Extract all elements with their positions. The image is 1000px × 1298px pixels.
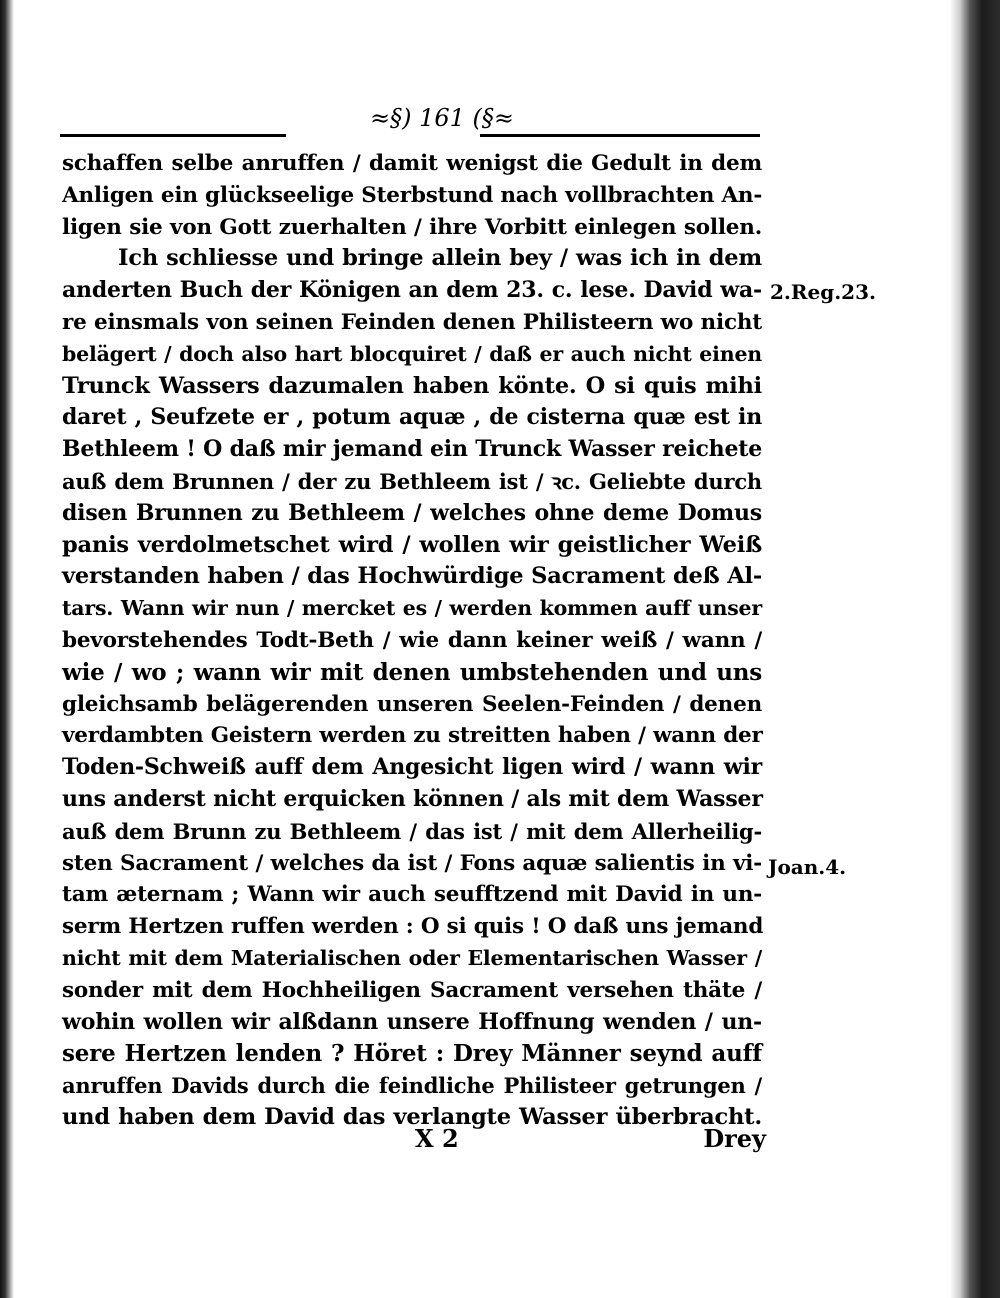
text-line: daret , Seufzete er , potum aquæ , de cisterna quæ est in — [62, 404, 762, 431]
signature-mark: X 2 — [415, 1124, 459, 1153]
text-line: re einsmals von seinen Feinden denen Philisteern wo nicht — [62, 309, 762, 335]
text-line: panis verdolmetschet wird / wollen wir geistlicher Weiß — [62, 531, 762, 558]
text-line: und haben dem David das verlangte Wasser überbracht. — [62, 1103, 762, 1130]
header-rule-right — [480, 134, 760, 137]
page-number: ≈§) 161 (§≈ — [370, 104, 515, 132]
text-line: Ich schliesse und bringe allein bey / was ich in dem — [118, 245, 762, 272]
text-line: belägert / doch also hart blocquiret / daß er auch nicht einen — [62, 341, 762, 366]
text-line: Anligen ein glückseelige Sterbstund nach vollbrachten An- — [62, 182, 763, 208]
text-line: nicht mit dem Materialischen oder Elementarischen Wasser / — [62, 945, 762, 970]
page-header — [60, 104, 760, 138]
catchword: Drey — [703, 1124, 766, 1153]
text-line: anderten Buch der Königen an dem 23. c. lese. David wa- — [62, 277, 762, 304]
text-line: wohin wollen wir alßdann unsere Hoffnung wenden / un- — [62, 1008, 762, 1035]
text-line: verstanden haben / das Hochwürdige Sacrament deß Al- — [62, 563, 762, 590]
margin-note-joan: Joan.4. — [768, 855, 847, 879]
text-line: bevorstehendes Todt-Beth / wie dann keiner weiß / wann / — [62, 627, 762, 653]
text-line: verdambten Geistern werden zu streitten haben / wann der — [62, 723, 763, 749]
text-line: uns anderst nicht erquicken können / als mit dem Wasser — [62, 785, 763, 812]
margin-note-reg: 2.Reg.23. — [770, 280, 876, 304]
text-line: sten Sacrament / welches da ist / Fons aquæ salientis in vi- — [62, 850, 762, 876]
page-footer — [60, 1124, 766, 1156]
text-line: anruffen Davids durch die feindliche Philisteer getrungen / — [62, 1073, 762, 1099]
text-line: ligen sie von Gott zuerhalten / ihre Vorbitt einlegen sollen. — [62, 214, 762, 240]
text-line: gleichsamb belägerenden unseren Seelen-Feinden / denen — [62, 691, 762, 717]
text-line: schaffen selbe anruffen / damit wenigst die Gedult in dem — [62, 151, 762, 176]
page-gutter-shadow — [0, 0, 14, 1298]
text-line: sonder mit dem Hochheiligen Sacrament versehen thäte / — [62, 977, 762, 1003]
text-line: wie / wo ; wann wir mit denen umbstehenden und uns — [62, 658, 762, 686]
text-line: serm Hertzen ruffen werden : O si quis ! O daß uns jemand — [62, 914, 764, 940]
text-line: tam æternam ; Wann wir auch seufftzend mit David in un- — [62, 882, 762, 908]
page-edge-shadow — [950, 0, 1000, 1298]
text-line: auß dem Brunn zu Bethleem / das ist / mit dem Allerheilig- — [62, 818, 762, 844]
text-line: tars. Wann wir nun / mercket es / werden kommen auff unser — [62, 596, 762, 621]
text-line: sere Hertzen lenden ? Höret : Drey Männer seynd auff — [62, 1040, 762, 1068]
main-text-block — [62, 148, 762, 1134]
text-line: Bethleem ! O daß mir jemand ein Trunck Wasser reichete — [62, 436, 763, 463]
text-line: disen Brunnen zu Bethleem / welches ohne deme Domus — [62, 499, 762, 526]
text-line: auß dem Brunnen / der zu Bethleem ist / ꝛc. Geliebte durch — [62, 468, 762, 494]
text-line: Trunck Wassers dazumalen haben könte. O si quis mihi — [62, 372, 762, 399]
header-rule-left — [60, 134, 286, 137]
text-line: Toden-Schweiß auff dem Angesicht ligen wird / wann wir — [62, 754, 762, 781]
